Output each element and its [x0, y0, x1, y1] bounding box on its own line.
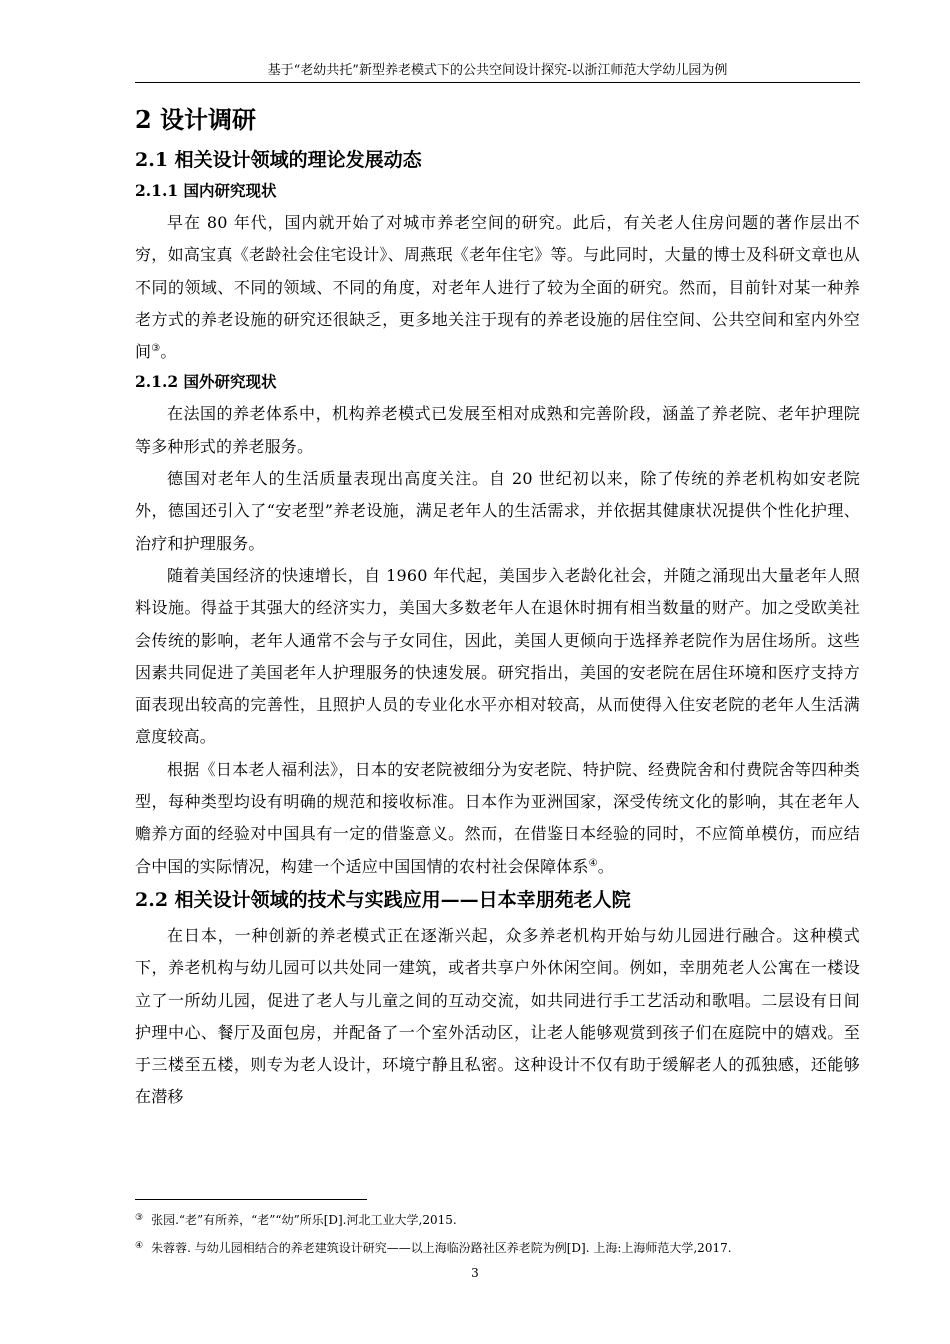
- paragraph-france: 在法国的养老体系中，机构养老模式已发展至相对成熟和完善阶段，涵盖了养老院、老年护理院等多种形式的养老服务。: [135, 404, 860, 456]
- section-2-1-title: 2.1 相关设计领域的理论发展动态: [135, 149, 422, 171]
- footnote-separator: [135, 1199, 367, 1200]
- footnote-ref-3[interactable]: ③: [151, 343, 161, 355]
- page-number: 3: [471, 1266, 479, 1280]
- subsection-2-1-2-title: 2.1.2 国外研究现状: [135, 372, 277, 392]
- page-content: [135, 103, 860, 1114]
- paragraph-japan: 根据《日本老人福利法》，日本的安老院被细分为安老院、特护院、经费院舍和付费院舍等四种类型，每种类型均设有明确的规范和接收标准。日本作为亚洲国家，深受传统文化的影响，其在老年人赡养方面的经验对中国具有一定的借鉴意义。然而，在借鉴日本经验的同时，不应简单模仿，而应结合中国的实际情况，构建一个适应中国国情的农村社会保障体系④。: [135, 759, 860, 876]
- paragraph-domestic-research: 早在 80 年代，国内就开始了对城市养老空间的研究。此后，有关老人住房问题的著作层出不穷，如高宝真《老龄社会住宅设计》、周燕珉《老年住宅》等。与此同时，大量的博士及科研文章也从不同的领域、不同的领域、不同的角度，对老年人进行了较为全面的研究。然而，目前针对某一种养老方式的养老设施的研究还很缺乏，更多地关注于现有的养老设施的居住空间、公共空间和室内外空间③。: [135, 213, 860, 362]
- paragraph-kohoen: 在日本，一种创新的养老模式正在逐渐兴起，众多养老机构开始与幼儿园进行融合。这种模式下，养老机构与幼儿园可以共处同一建筑，或者共享户外休闲空间。例如，幸朋苑老人公寓在一楼设立了一所幼儿园，促进了老人与儿童之间的互动交流，如共同进行手工艺活动和歌唱。二层设有日间护理中心、餐厅及面包房，并配备了一个室外活动区，让老人能够观赏到孩子们在庭院中的嬉戏。至于三楼至五楼，则专为老人设计，环境宁静且私密。这种设计不仅有助于缓解老人的孤独感，还能够在潜移: [135, 925, 860, 1107]
- section-2-2-title: 2.2 相关设计领域的技术与实践应用——日本幸朋苑老人院: [135, 888, 631, 911]
- footnote-3: ③ 张园.“老”有所养，“老”“幼”所乐[D].河北工业大学,2015.: [135, 1213, 457, 1227]
- header-rule: [135, 82, 860, 83]
- paragraph-usa: 随着美国经济的快速增长，自 1960 年代起，美国步入老龄化社会，并随之涌现出大量老年人照料设施。得益于其强大的经济实力，美国大多数老年人在退休时拥有相当数量的财产。加之受欧美社会传统的影响，老年人通常不会与子女同住，因此，美国人更倾向于选择养老院作为居住场所。这些因素共同促进了美国老年人护理服务的快速发展。研究指出，美国的安老院在居住环境和医疗支持方面表现出较高的完善性，且照护人员的专业化水平亦相对较高，从而使得入住安老院的老年人生活满意度较高。: [135, 565, 860, 747]
- paragraph-germany: 德国对老年人的生活质量表现出高度关注。自 20 世纪初以来，除了传统的养老机构如安老院外，德国还引入了“安老型”养老设施，满足老年人的生活需求，并依据其健康状况提供个性化护理、治疗和护理服务。: [135, 469, 860, 553]
- chapter-title: 2 设计调研: [135, 105, 257, 134]
- footnote-4: ④ 朱蓉蓉. 与幼儿园相结合的养老建筑设计研究——以上海临汾路社区养老院为例[D]. 上海:上海师范大学,2017.: [135, 1241, 732, 1255]
- footnote-ref-4[interactable]: ④: [588, 857, 598, 869]
- running-header: 基于“老幼共托”新型养老模式下的公共空间设计探究-以浙江师范大学幼儿园为例: [267, 63, 728, 78]
- subsection-2-1-1-title: 2.1.1 国内研究现状: [135, 181, 277, 200]
